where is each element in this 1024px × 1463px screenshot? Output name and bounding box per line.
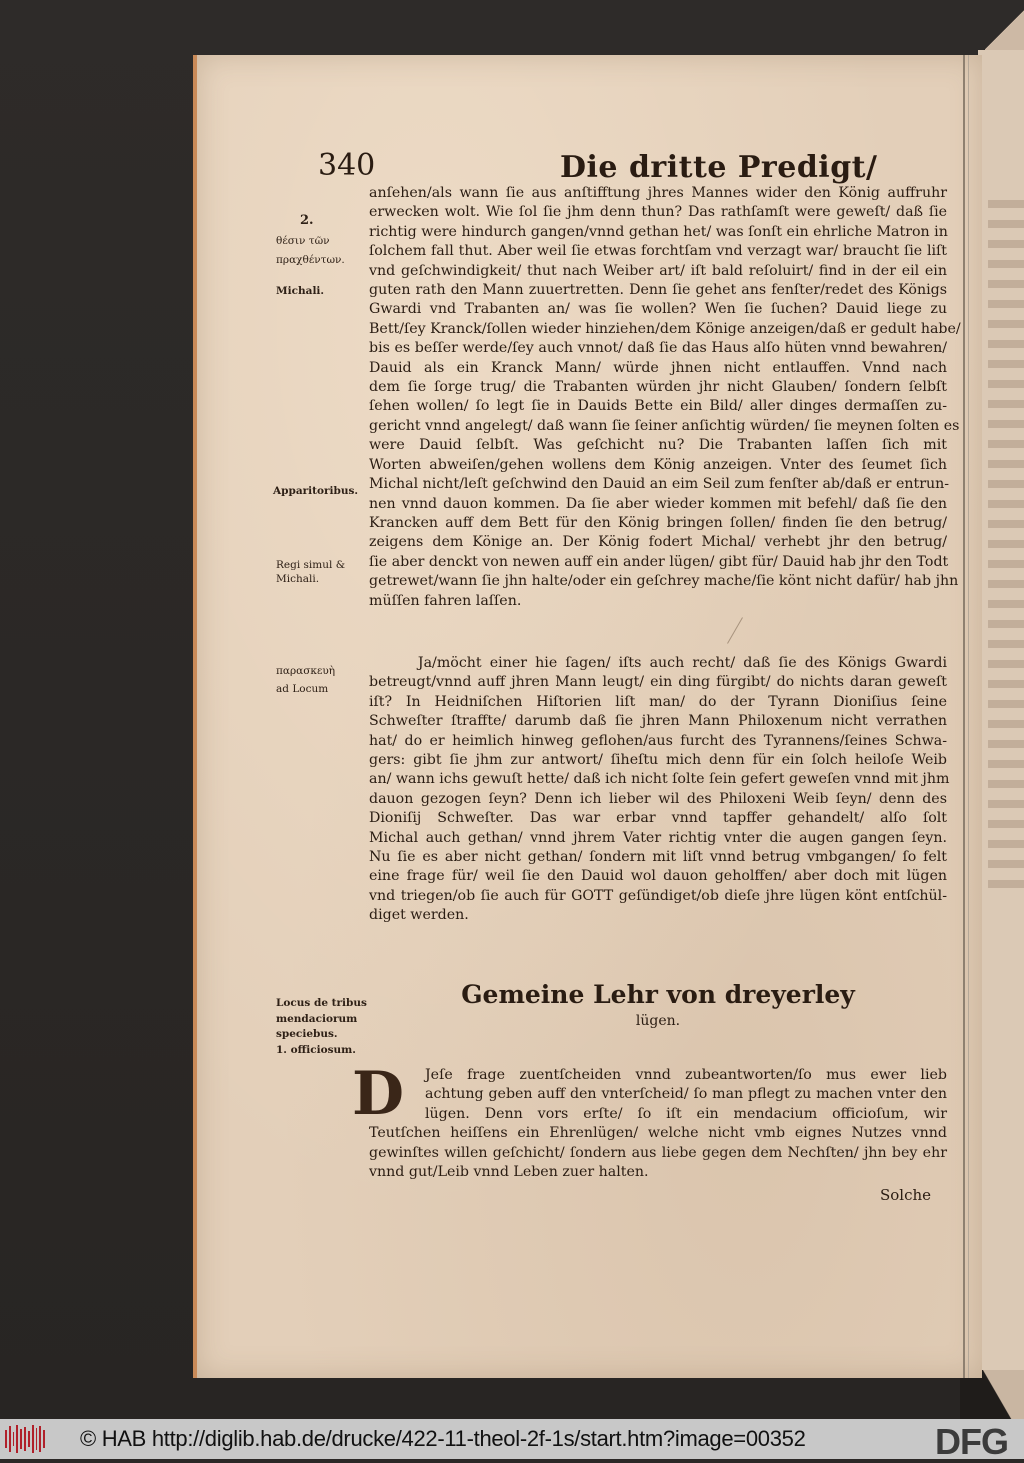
text-line: Ja/möcht einer hie ſagen/ iſts auch recht/ daß ſie des Königs Gwardi <box>369 655 947 671</box>
text-line: gers: gibt ſie jhm zur antwort/ ſiheſtu mich denn für ein ſolch heiloſe Weib <box>369 752 947 769</box>
text-line: erwecken wolt. Wie ſol ſie jhm denn thun? Das rathſamſt were geweſt/ daß ſie <box>369 204 947 221</box>
facing-page-bleed-text <box>988 200 1024 900</box>
text-line: gericht vnnd angelegt/ daß wann ſie ſeiner anſichtig würden/ ſie meynen ſolten es <box>369 417 960 434</box>
margin-note-apparitoribus: Apparitoribus. <box>273 485 359 497</box>
text-line: Dauid als ein Kranck Mann/ würde jhnen nicht entlauffen. Vnnd nach <box>369 359 947 376</box>
text-line: Michal auch gethan/ vnnd jhrem Vater richtig vnter die augen gangen ſeyn. <box>369 829 947 846</box>
text-line: Nu ſie es aber nicht gethan/ ſondern mit liſt vnnd betrug vmbgangen/ ſo felt <box>369 849 947 866</box>
text-line: iſt? In Heidniſchen Hiſtorien liſt man/ do der Tyrann Dioniſius ſeine <box>369 693 947 710</box>
text-line: Dioniſij Schweſter. Das war erbar vnnd tapffer gehandelt/ alſo ſolt <box>369 810 947 827</box>
text-line: were Dauid ſelbſt. Was geſchicht nu? Die Trabanten laſſen ſich mit <box>369 437 947 454</box>
text-line: ſehen wollen/ ſo legt ſie in Dauids Bette ein Bild/ aller dinges dermaſſen zu- <box>369 398 947 415</box>
text-line: eine frage für/ weil ſie den Dauid wol dauon geholffen/ aber doch mit lügen <box>369 868 947 885</box>
text-line: ſolchem fall thut. Aber weil ſie etwas forchtſam vnd verzagt war/ braucht ſie liſt <box>369 243 947 260</box>
text-line: dem ſie ſorge trug/ die Trabanten würden jhr nicht Glauben/ ſondern ſelbſt <box>369 379 947 396</box>
dfg-logo: DFG <box>935 1421 1008 1462</box>
text-line: richtig were hindurch gangen/vnnd gethan het/ was ſonſt ein ehrliche Matron in <box>369 223 948 240</box>
margin-note-michali: Michali. <box>276 285 325 297</box>
body-text-paragraph-3 <box>369 1066 947 1182</box>
text-line: getrewet/wann ſie jhn halte/oder ein geſchrey mache/ſie könt nicht dafür/ hab jhn <box>369 573 959 590</box>
facing-page-edge <box>978 50 1024 1419</box>
text-line: gewinſtes willen geſchicht/ ſondern aus liebe gegen dem Nechſten/ jhn bey ehr <box>369 1144 947 1161</box>
catchword: Solche <box>880 1186 932 1204</box>
text-line: an/ wann ichs gewuſt hette/ daß ich nicht ſolte ſein gefert geweſen vnnd mit jhm <box>369 771 950 788</box>
section-heading: Gemeine Lehr von dreyerley <box>461 980 855 1009</box>
text-line: hat/ do er heimlich hinweg geflohen/aus furcht des Tyrannens/ſeines Schwa- <box>369 732 947 749</box>
page-number: 340 <box>318 148 376 183</box>
margin-note-greek: θέσιν τῶν πραχθέντων. <box>276 235 345 266</box>
running-head: Die dritte Predigt/ <box>560 150 878 185</box>
text-line: diget werden. <box>369 907 469 924</box>
body-text-paragraph-2 <box>369 654 950 926</box>
gutter-fold-line-2 <box>968 55 969 1378</box>
text-line: zeigens dem Könige an. Der König fodert Michal/ verhebt jhr den betrug/ <box>369 534 947 551</box>
text-line: lügen. Denn vors erſte/ ſo iſt ein mendacium officioſum, wir <box>425 1105 947 1122</box>
decorated-initial-icon: D <box>352 1059 405 1129</box>
text-line: achtung geben auff den vnterſcheid/ ſo man pflegt zu machen vnter den <box>425 1086 947 1103</box>
margin-note-regi-simul: Regi simul & Michali. <box>276 559 346 585</box>
text-line: anſehen/als wann ſie aus anſtifftung jhres Mannes wider den König auffruhr <box>369 185 947 201</box>
body-text-paragraph-1 <box>369 184 961 611</box>
text-line: Teutſchen heiſſens ein Ehrenlügen/ welche nicht vmb eignes Nutzes vnnd <box>369 1125 947 1142</box>
text-line: Michal nicht/leſt geſchwind den Dauid an eim Seil zum fenſter ab/daß er entrun- <box>369 476 950 493</box>
text-line: dauon gezogen ſeyn? Denn ich lieber wil des Philoxeni Weib ſeyn/ denn des <box>369 790 947 807</box>
text-line: Gwardi vnd Trabanten an/ was ſie wollen? Wen ſie ſuchen? Dauid liege zu <box>369 301 947 318</box>
margin-note-number: 2. <box>300 213 314 228</box>
text-line: vnd triegen/ob ſie auch für GOTT geſündiget/ob dieſe jhre lügen könt entſchül- <box>369 887 947 904</box>
section-subheading: lügen. <box>635 1013 681 1029</box>
margin-note-locus-de-tribus: Locus de tribus mendaciorum speciebus. 1. officiosum. <box>276 997 367 1056</box>
text-line: Jeſe frage zuentſcheiden vnnd zubeantworten/ſo mus ewer lieb <box>425 1067 947 1083</box>
text-line: Schweſter ſtraffte/ darumb daß ſie jhren Mann Philoxenum nicht verrathen <box>369 713 947 730</box>
text-line: guten rath den Mann zuuertretten. Denn ſie gehet ans fenſter/redet des Königs <box>369 282 947 299</box>
text-line: müſſen fahren laſſen. <box>369 592 522 609</box>
text-line: vnnd gut/Leib vnnd Leben zuer halten. <box>369 1164 649 1181</box>
copyright-url-link[interactable]: © HAB http://diglib.hab.de/drucke/422-11-theol-2f-1s/start.htm?image=00352 <box>80 1426 806 1451</box>
text-line: vnd geſchwindigkeit/ thut nach Weiber art/ iſt bald reſoluirt/ find in der eil ein <box>369 262 947 279</box>
text-line: Bett/ſey Kranck/ſollen wieder hinziehen/dem Könige anzeigen/daß er gedult habe/ <box>369 320 961 337</box>
text-line: Worten abweiſen/gehen wollens dem König anzeigen. Vnter des ſeumet ſich <box>369 456 947 473</box>
text-line: ſie aber denckt von newen auff ein ander lügen/ gibt für/ Dauid hab jhr den Todt <box>369 553 949 570</box>
margin-note-paraskeue: παρασκευὴ ad Locum <box>276 665 336 695</box>
hab-barcode-logo-icon <box>5 1424 45 1454</box>
text-line: bis es beſſer werde/ſey auch vnnot/ daß ſie das Haus alſo hüten vnnd bewahren/ <box>369 340 947 357</box>
text-line: Krancken auff dem Bett für den König bringen ſollen/ finden ſie den betrug/ <box>369 514 947 531</box>
text-line: betreugt/vnnd auff jhren Mann leugt/ ein ding fürgibt/ do nichts daran geweſt <box>369 674 947 691</box>
footer-bar <box>0 1419 1024 1462</box>
text-line: nen vnnd dauon kommen. Da ſie aber wieder kommen mit befehl/ daß ſie den <box>369 495 947 512</box>
gutter-fold-line <box>963 55 965 1378</box>
